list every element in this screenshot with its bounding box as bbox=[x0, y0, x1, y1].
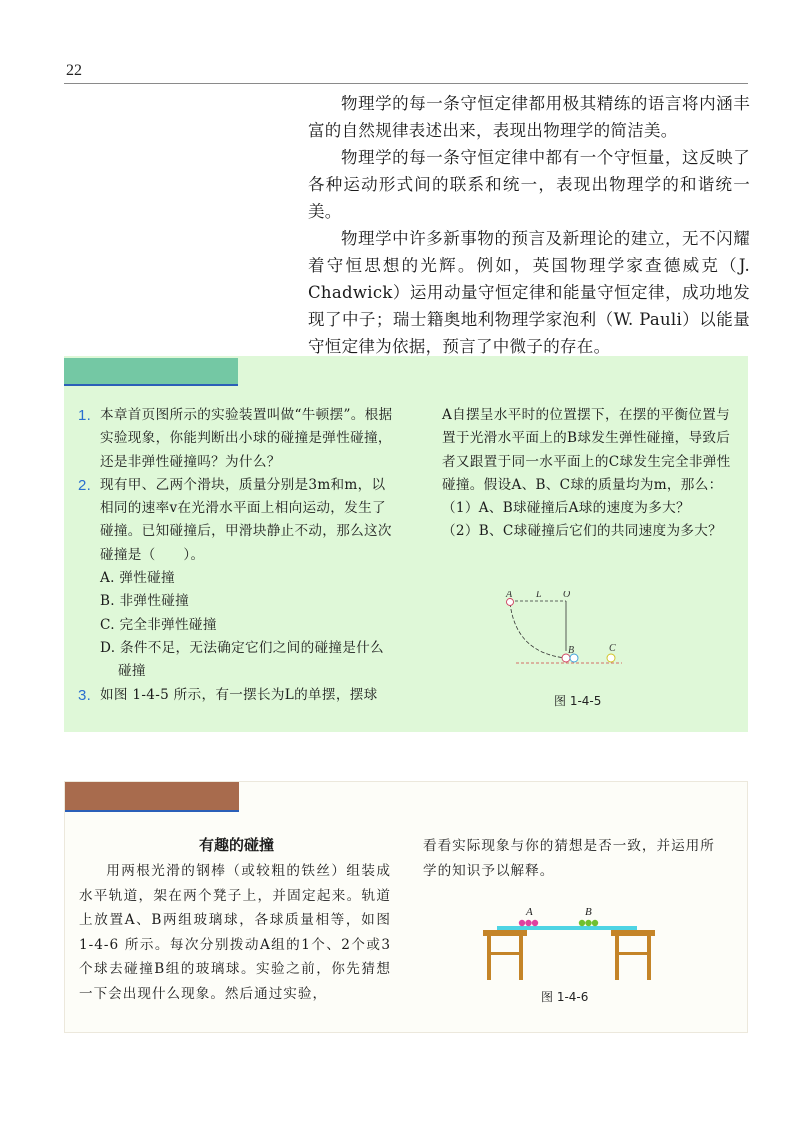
ball-c bbox=[607, 654, 615, 662]
label-o: O bbox=[563, 591, 571, 600]
option-b: B. 非弹性碰撞 bbox=[100, 593, 189, 610]
question-3-sub-2: （2）B、C球碰撞后它们的共同速度为多大？ bbox=[442, 523, 723, 540]
question-3-number: 3. bbox=[78, 686, 92, 704]
group-a-label: A bbox=[526, 906, 533, 918]
header-rule bbox=[64, 83, 748, 84]
exercise-box bbox=[64, 356, 748, 732]
intro-paragraph-1: 物理学的每一条守恒定律都用极其精练的语言将内涵丰富的自然规律表述出来，表现出物理学的简洁美。 bbox=[308, 94, 750, 140]
question-3-sub-1: （1）A、B球碰撞后A球的速度为多大？ bbox=[442, 500, 690, 517]
fun-tab-rule bbox=[65, 810, 239, 812]
intro-section bbox=[308, 90, 750, 360]
exercise-left-column bbox=[78, 404, 396, 707]
exercise-tab bbox=[64, 358, 238, 384]
exercise-tab-rule bbox=[64, 384, 238, 386]
track-bar bbox=[497, 926, 637, 930]
left-stool bbox=[483, 930, 527, 980]
label-c: C bbox=[609, 643, 616, 654]
balls-group-b bbox=[579, 920, 598, 926]
pendulum-arc bbox=[510, 603, 566, 658]
label-b: B bbox=[568, 645, 575, 656]
question-3 bbox=[78, 684, 396, 707]
intro-paragraph-3: 物理学中许多新事物的预言及新理论的建立，无不闪耀着守恒思想的光辉。例如，英国物理学家查德威克（J. Chadwick）运用动量守恒定律和能量守恒定律，成功地发现了中子；瑞士籍奥地利物理学家泡利（W. Pauli）以能量守恒定律为依据，预言了中微子的存在。 bbox=[308, 229, 750, 356]
question-3-text-start: 如图 1-4-5 所示，有一摆长为L的单摆，摆球 bbox=[100, 686, 378, 703]
intro-paragraph-2: 物理学的每一条守恒定律中都有一个守恒量，这反映了各种运动形式间的联系和统一，表现出物理学的和谐统一美。 bbox=[308, 148, 750, 221]
label-a: A bbox=[506, 591, 513, 600]
track-figure bbox=[483, 902, 655, 984]
label-l: L bbox=[536, 591, 542, 600]
fun-text-right: 看看实际现象与你的猜想是否一致，并运用所学的知识予以解释。 bbox=[423, 838, 715, 879]
group-b-label: B bbox=[585, 906, 592, 918]
fun-text-left: 用两根光滑的钢棒（或较粗的铁丝）组装成水平轨道，架在两个凳子上，并固定起来。轨道上放置A、B两组玻璃球，各球质量相等，如图 1-4-6 所示。每次分别拨动A组的1个、2个或3个球去碰撞B组的玻璃球。实验之前，你先猜想一下会出现什么现象。然后通过实验， bbox=[79, 863, 391, 1002]
right-stool bbox=[611, 930, 655, 980]
question-2-number: 2. bbox=[78, 476, 92, 494]
fun-title: 有趣的碰撞 bbox=[199, 836, 275, 854]
balls-group-a bbox=[519, 920, 538, 926]
question-2 bbox=[78, 474, 396, 684]
fun-tab bbox=[65, 782, 239, 810]
figure-1-4-6-caption: 图 1-4-6 bbox=[541, 990, 589, 1004]
question-3-text-continued: A自摆呈水平时的位置摆下，在摆的平衡位置与置于光滑水平面上的B球发生弹性碰撞，导致后者又跟置于同一水平面上的C球发生完全非弹性碰撞。假设A、B、C球的质量均为m，那么： bbox=[442, 407, 731, 493]
question-1-text: 本章首页图所示的实验装置叫做“牛顿摆”。根据实验现象，你能判断出小球的碰撞是弹性碰撞，还是非弹性碰撞吗？为什么？ bbox=[100, 407, 393, 470]
page-number: 22 bbox=[66, 62, 82, 79]
pendulum-figure bbox=[494, 591, 634, 671]
question-2-text: 现有甲、乙两个滑块，质量分别是3m和m，以相同的速率v在光滑水平面上相向运动，发生了碰撞。已知碰撞后，甲滑块静止不动，那么这次碰撞是（ ）。 bbox=[100, 476, 392, 563]
option-c: C. 完全非弹性碰撞 bbox=[100, 616, 217, 633]
fun-box bbox=[64, 781, 748, 1033]
question-1 bbox=[78, 404, 396, 474]
question-1-number: 1. bbox=[78, 407, 92, 424]
exercise-right-column bbox=[442, 404, 734, 544]
option-a: A. 弹性碰撞 bbox=[100, 570, 175, 587]
option-d: D. 条件不足，无法确定它们之间的碰撞是什么碰撞 bbox=[100, 639, 384, 680]
figure-1-4-5-caption: 图 1-4-5 bbox=[554, 694, 602, 708]
